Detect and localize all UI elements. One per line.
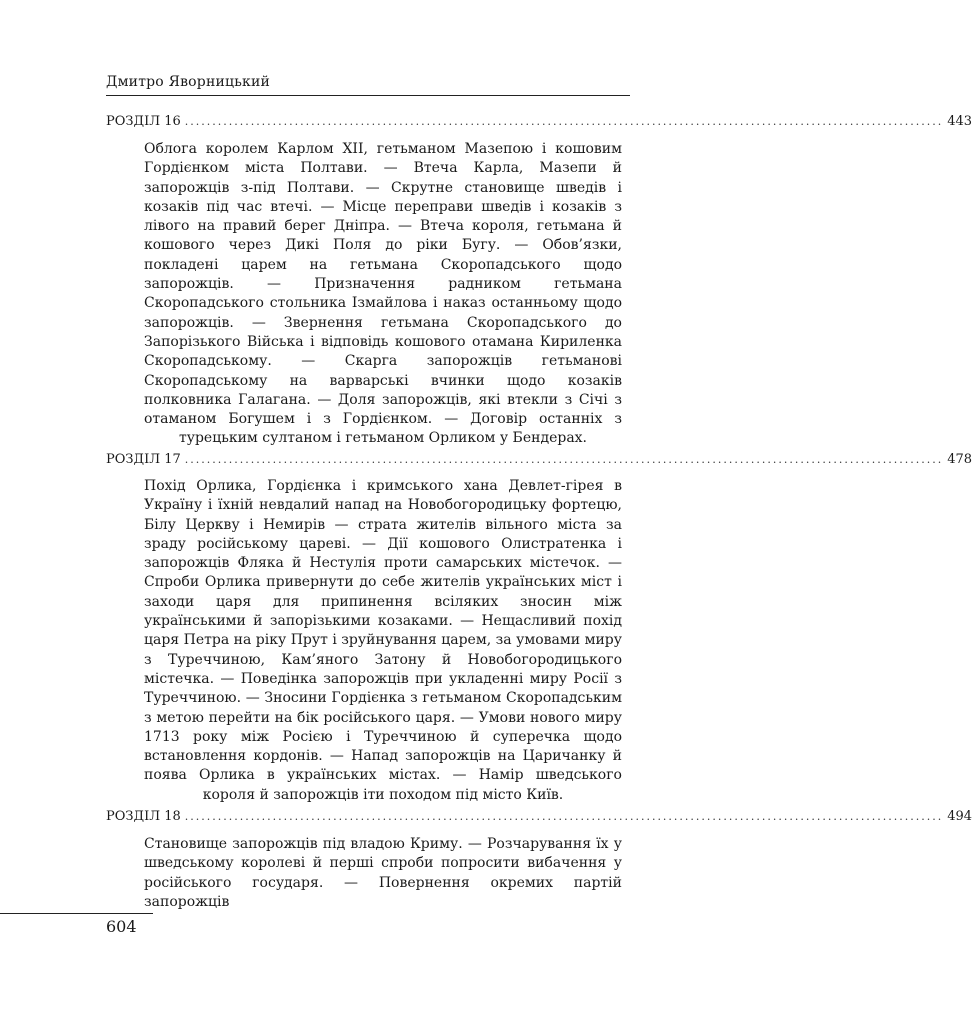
header-rule: [106, 95, 630, 96]
toc-leader-dots: ..........................................................................................................................................: [184, 453, 944, 466]
toc-page-number: 478: [947, 452, 972, 467]
toc-chapter-label: РОЗДІЛ 18: [106, 809, 181, 824]
page-number: 604: [106, 917, 137, 936]
toc-leader-dots: ..........................................................................................................................................: [184, 115, 944, 128]
chapter-17-summary: Похід Орлика, Гордієнка і кримського хана Девлет-гірея в Україну і їхній невдалий напад на Новобогородицьку фортецю, Білу Церкву і Немирів — страта жителів вільного міста за зраду російському цареві. — Дії кошового Олистратенка і запорожців Фляка й Нестулія проти самарських містечок. — Спроби Орлика привернути до себе жителів українських міст і заходи царя для припинення всіляких зносин між українськими й запорізькими козаками. — Нещасливий похід царя Петра на ріку Прут і зруйнування царем, за умовами миру з Туреччиною, Кам’яного Затону й Новобогородицького містечка. — Поведінка запорожців при укладенні миру Росії з Туреччиною. — Зносини Гордієнка з гетьманом Скоропадським з метою перейти на бік російського царя. — Умови нового миру 1713 року між Росією і Туреччиною й суперечка щодо встановлення кордонів. — Напад запорожців на Царичанку й поява Орлика в українських містах. — Намір шведського короля й запорожців іти походом під місто Київ.: [144, 478, 622, 803]
toc-page-number: 494: [947, 809, 972, 824]
toc-entry-chapter-18[interactable]: [106, 809, 972, 829]
toc-chapter-label: РОЗДІЛ 16: [106, 114, 181, 129]
toc-chapter-label: РОЗДІЛ 17: [106, 452, 181, 467]
chapter-18-summary: Становище запорожців під владою Криму. — Розчарування їх у шведському королеві й перші спроби попросити вибачення у російського государя. — Повернення окремих партій запорожців: [144, 836, 622, 910]
toc-entry-chapter-16[interactable]: [106, 114, 972, 134]
footer-rule: [0, 913, 153, 914]
running-head: Дмитро Яворницький: [106, 74, 271, 90]
toc-leader-dots: ..........................................................................................................................................: [184, 810, 944, 823]
toc-entry-chapter-17[interactable]: [106, 452, 972, 472]
chapter-16-summary: Облога королем Карлом XII, гетьманом Мазепою і кошовим Гордієнком міста Полтави. — Втеча Карла, Мазепи й запорожців з-під Полтави. — Скрутне становище шведів і козаків під час втечі. — Місце переправи шведів і козаків з лівого на правий берег Дніпра. — Втеча короля, гетьмана й кошового через Дикі Поля до ріки Бугу. — Обов’язки, покладені царем на гетьмана Скоропадського щодо запорожців. — Призначення радником гетьмана Скоропадського стольника Ізмайлова і наказ останньому щодо запорожців. — Звернення гетьмана Скоропадського до Запорізького Війська і відповідь кошового отамана Кириленка Скоропадському. — Скарга запорожців гетьманові Скоропадському на варварські вчинки щодо козаків полковника Галагана. — Доля запорожців, які втекли з Січі з отаманом Богушем і з Гордієнком. — Договір останніх з турецьким султаном і гетьманом Орликом у Бендерах.: [144, 141, 622, 447]
toc-page-number: 443: [947, 114, 972, 129]
